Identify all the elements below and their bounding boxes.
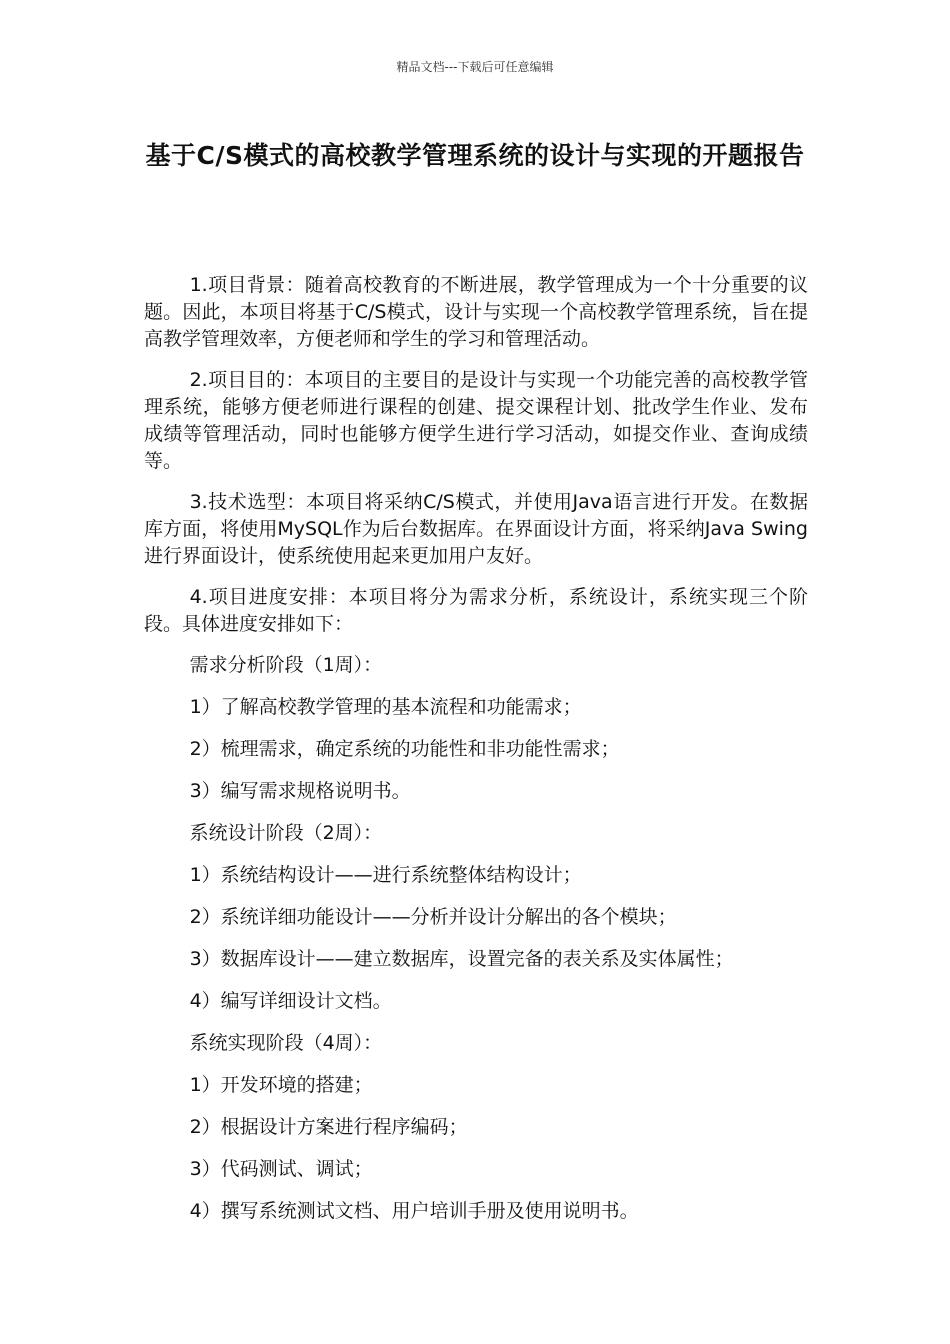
phase-heading-design: 系统设计阶段（2周）： [189,822,383,844]
paragraph-background: 1.项目背景：随着高校教育的不断进展，教学管理成为一个十分重要的议题。因此，本项目将基于C/S模式，设计与实现一个高校教学管理系统，旨在提高教学管理效率，方便老师和学生的学习和管理活动。 [144,274,808,350]
list-item: 2）梳理需求，确定系统的功能性和非功能性需求； [189,738,620,760]
list-item: 2）系统详细功能设计——分析并设计分解出的各个模块； [189,906,677,928]
phase-heading-implementation: 系统实现阶段（4周）： [189,1032,383,1054]
list-item: 4）编写详细设计文档。 [189,990,392,1012]
list-item: 3）数据库设计——建立数据库，设置完备的表关系及实体属性； [189,948,734,970]
list-item: 1）开发环境的搭建； [189,1074,373,1096]
header-note: 精品文档---下载后可任意编辑 [396,60,554,74]
list-item: 1）了解高校教学管理的基本流程和功能需求； [189,696,582,718]
list-item: 1）系统结构设计——进行系统整体结构设计； [189,864,582,886]
document-title: 基于C/S模式的高校教学管理系统的设计与实现的开题报告 [145,141,805,170]
list-item: 4）撰写系统测试文档、用户培训手册及使用说明书。 [189,1200,639,1222]
list-item: 3）代码测试、调试； [189,1158,373,1180]
phase-heading-requirements: 需求分析阶段（1周）： [189,654,383,676]
document-body [144,272,808,1240]
paragraph-technology: 3.技术选型：本项目将采纳C/S模式，并使用Java语言进行开发。在数据库方面，将使用MySQL作为后台数据库。在界面设计方面，将采纳Java Swing进行界面设计，使系统使用起来更加用户友好。 [144,491,808,567]
list-item: 3）编写需求规格说明书。 [189,780,411,802]
list-item: 2）根据设计方案进行程序编码； [189,1116,468,1138]
paragraph-schedule: 4.项目进度安排：本项目将分为需求分析，系统设计，系统实现三个阶段。具体进度安排如下： [144,586,808,635]
paragraph-purpose: 2.项目目的：本项目的主要目的是设计与实现一个功能完善的高校教学管理系统，能够方便老师进行课程的创建、提交课程计划、批改学生作业、发布成绩等管理活动，同时也能够方便学生进行学习活动，如提交作业、查询成绩等。 [144,369,808,472]
